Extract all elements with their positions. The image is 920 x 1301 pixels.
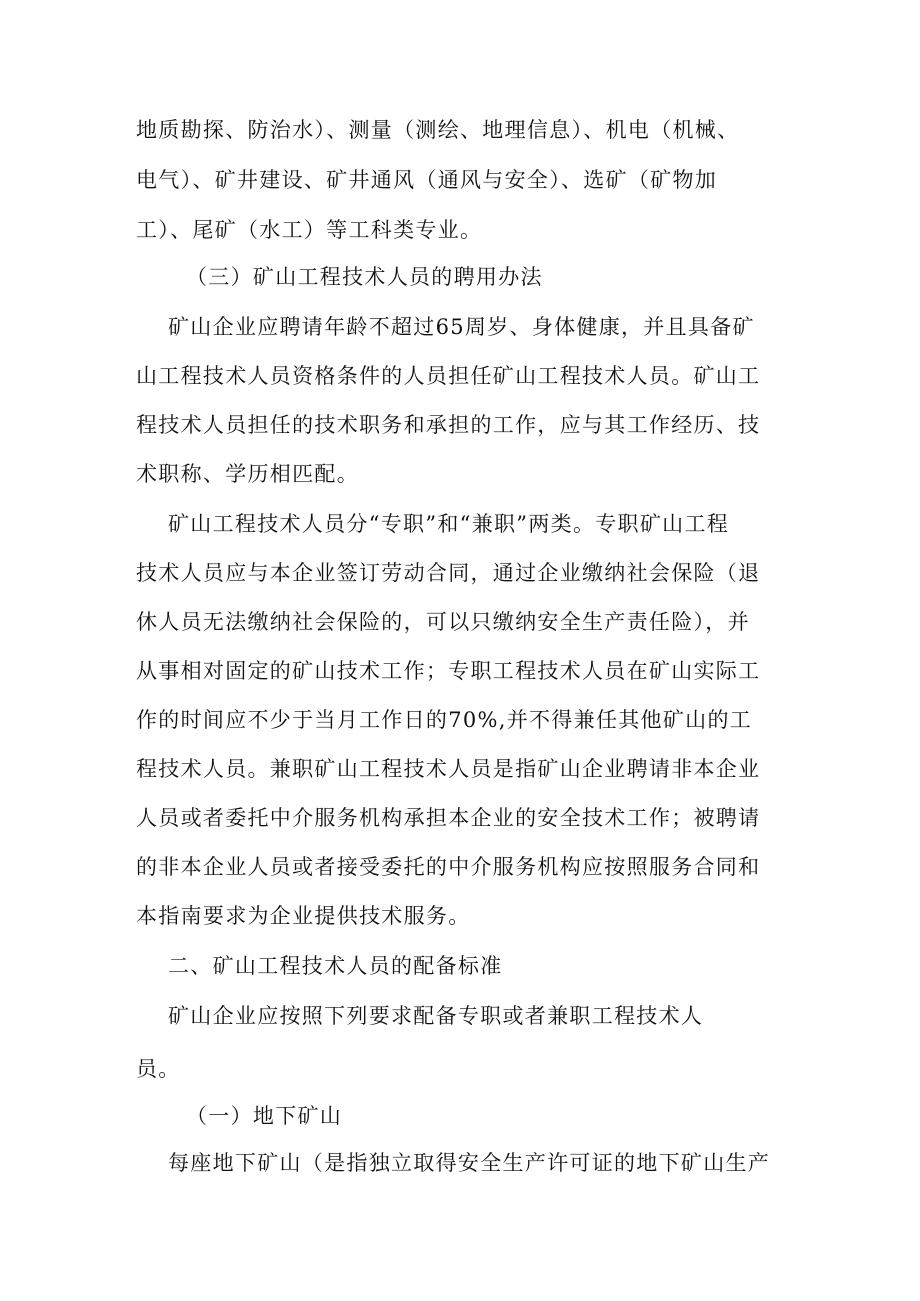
text-line: 的非本企业人员或者接受委托的中介服务机构应按照服务合同和 — [136, 855, 761, 879]
text-line: 从事相对固定的矿山技术工作；专职工程技术人员在矿山实际工 — [136, 659, 761, 683]
text-line: 矿山工程技术人员分“专职”和“兼职”两类。专职矿山工程 — [168, 512, 730, 536]
section-heading: 二、矿山工程技术人员的配备标准 — [168, 954, 503, 978]
text-line: 程技术人员担任的技术职务和承担的工作，应与其工作经历、技 — [136, 413, 761, 437]
text-line: 矿山企业应聘请年龄不超过65周岁、身体健康，并且具备矿 — [168, 315, 755, 339]
section-heading: （三）矿山工程技术人员的聘用办法 — [186, 265, 543, 289]
section-heading: （一）地下矿山 — [186, 1104, 343, 1128]
text-line: 术职称、学历相匹配。 — [136, 462, 359, 486]
text-line: 程技术人员。兼职矿山工程技术人员是指矿山企业聘请非本企业 — [136, 757, 761, 781]
text-line: 本指南要求为企业提供技术服务。 — [136, 904, 471, 928]
text-line: 山工程技术人员资格条件的人员担任矿山工程技术人员。矿山工 — [136, 364, 761, 388]
text-line: 工）、尾矿（水工）等工科类专业。 — [136, 218, 483, 242]
text-line: 每座地下矿山（是指独立取得安全生产许可证的地下矿山生产 — [168, 1151, 771, 1175]
text-line: 作的时间应不少于当月工作日的70%,并不得兼任其他矿山的工 — [136, 708, 753, 732]
text-line: 员。 — [136, 1057, 181, 1081]
text-line: 技术人员应与本企业签订劳动合同，通过企业缴纳社会保险（退 — [136, 561, 761, 585]
text-line: 休人员无法缴纳社会保险的，可以只缴纳安全生产责任险），并 — [136, 610, 750, 634]
text-line: 电气）、矿井建设、矿井通风（通风与安全）、选矿（矿物加 — [136, 168, 718, 192]
text-line: 地质勘探、防治水）、测量（测绘、地理信息）、机电（机械、 — [136, 118, 740, 142]
text-line: 人员或者委托中介服务机构承担本企业的安全技术工作；被聘请 — [136, 806, 761, 830]
text-line: 矿山企业应按照下列要求配备专职或者兼职工程技术人 — [168, 1004, 704, 1028]
